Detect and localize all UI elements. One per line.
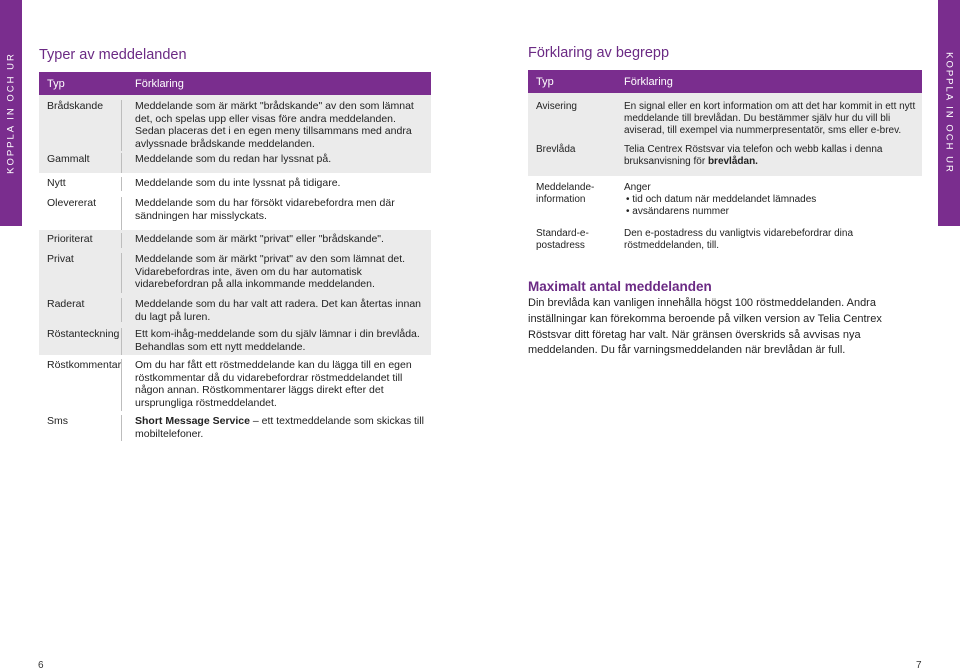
header-type: Typ — [536, 75, 554, 88]
side-tab-left-label: KOPPLA IN OCH UR — [5, 52, 17, 174]
row-type: Standard-e-postadress — [536, 228, 589, 251]
row-type: Privat — [47, 253, 74, 265]
row-text: Om du har fått ett röstmeddelande kan du lägga till en egen röstkommentar då du vidarebefordrar röstmeddelandet till någon annan. Röstkommentarer läggs direkt efter det ursprungliga röstmeddelandet. — [121, 359, 431, 411]
row-type: Röstanteckning — [47, 328, 120, 340]
row-text: Den e-postadress du vanligtvis vidarebefordrar dina röstmeddelanden, till. — [624, 228, 854, 251]
row-text-main: Telia Centrex Röstsvar via telefon och webb kallas i denna bruksanvisning för — [624, 144, 883, 167]
row-text — [610, 144, 922, 176]
side-tab-right-label: KOPPLA IN OCH UR — [943, 52, 955, 174]
row-type: Meddelande-information — [536, 182, 595, 205]
row-type: Röstkommentar — [47, 359, 122, 371]
header-explanation: Förklaring — [135, 77, 184, 90]
row-text: Meddelande som du har valt att radera. Det kan återtas innan du lagt på luren. — [121, 298, 431, 322]
row-text: Meddelande som du inte lyssnat på tidigare. — [121, 177, 431, 191]
header-explanation: Förklaring — [624, 75, 673, 88]
bullet-item: • tid och datum när meddelandet lämnades — [624, 194, 916, 206]
table-header — [528, 70, 922, 93]
table-row — [39, 191, 431, 230]
page-number-right: 7 — [916, 660, 922, 670]
row-text: Meddelande som är märkt "privat" eller "brådskande". — [121, 233, 431, 248]
row-type: Brevlåda — [536, 144, 576, 155]
row-text-bold: brevlådan. — [707, 156, 758, 167]
row-type: Avisering — [536, 101, 577, 112]
table-row — [39, 95, 431, 151]
row-type: Raderat — [47, 298, 85, 310]
row-text: En signal eller en kort information om att det har kommit in ett nytt meddelande till brevlådan. Du bestämmer själv hur du vill bli aviserad, till exempel via nummerpresentatör, sms eller e-brev. — [624, 101, 916, 136]
row-text — [610, 182, 922, 222]
row-type: Brådskande — [47, 100, 104, 112]
message-types-table — [39, 72, 431, 441]
table-row — [39, 248, 431, 293]
table-row — [528, 176, 922, 222]
row-text-bold: Short Message Service — [135, 415, 250, 427]
max-messages-title: Maximalt antal meddelanden — [528, 279, 712, 294]
table-row — [528, 143, 922, 176]
table-row — [39, 151, 431, 173]
row-text: Ett kom-ihåg-meddelande som du själv lämnar i din brevlåda. Behandlas som ett nytt meddelande. — [121, 328, 431, 355]
table-row — [39, 293, 431, 322]
table-row — [39, 173, 431, 191]
row-text: Meddelande som är märkt "brådskande" av den som lämnat det, och spelas upp eller visas före andra meddelanden. Sedan placeras det i en egen meny tillsammans med andra avlyssnade brådskande meddelanden. — [121, 100, 431, 151]
row-type: Olevererat — [47, 197, 97, 209]
row-type: Gammalt — [47, 153, 90, 165]
row-text-intro: Anger — [624, 182, 651, 193]
row-type: Sms — [47, 415, 68, 427]
right-section-title: Förklaring av begrepp — [528, 45, 670, 61]
row-text: Meddelande som du har försökt vidarebefordra men där sändningen har misslyckats. — [121, 197, 431, 230]
row-text: Meddelande som du redan har lyssnat på. — [121, 153, 431, 173]
table-row — [528, 222, 922, 262]
page-number-left: 6 — [38, 660, 44, 670]
table-row — [39, 322, 431, 355]
row-type: Prioriterat — [47, 233, 93, 245]
max-messages-text: Din brevlåda kan vanligen innehålla högst 100 röstmeddelanden. Andra inställningar kan förekomma beroende på vilken version av Telia Centrex Röstsvar ditt företag har valt. När gränsen överskrids så avvisas nya meddelanden. Du får varningsmeddelanden när brevlådan är full. — [528, 297, 882, 357]
table-row — [39, 355, 431, 411]
row-text-rest: – ett textmeddelande som skickas till mobiltelefoner. — [135, 415, 424, 440]
row-type: Nytt — [47, 177, 66, 189]
bullet-item: • avsändarens nummer — [624, 206, 916, 218]
table-row — [39, 230, 431, 248]
table-header — [39, 72, 431, 95]
table-row — [39, 411, 431, 441]
table-row — [528, 93, 922, 143]
left-section-title: Typer av meddelanden — [39, 47, 187, 63]
terms-table — [528, 70, 922, 262]
row-text — [121, 415, 431, 441]
side-tab-right — [938, 0, 960, 226]
side-tab-left — [0, 0, 22, 226]
header-type: Typ — [47, 77, 65, 90]
row-text: Meddelande som är märkt "privat" av den som lämnat det. Vidarebefordras inte, även om du har automatisk vidarebefordran på alla inkommande meddelanden. — [121, 253, 431, 293]
